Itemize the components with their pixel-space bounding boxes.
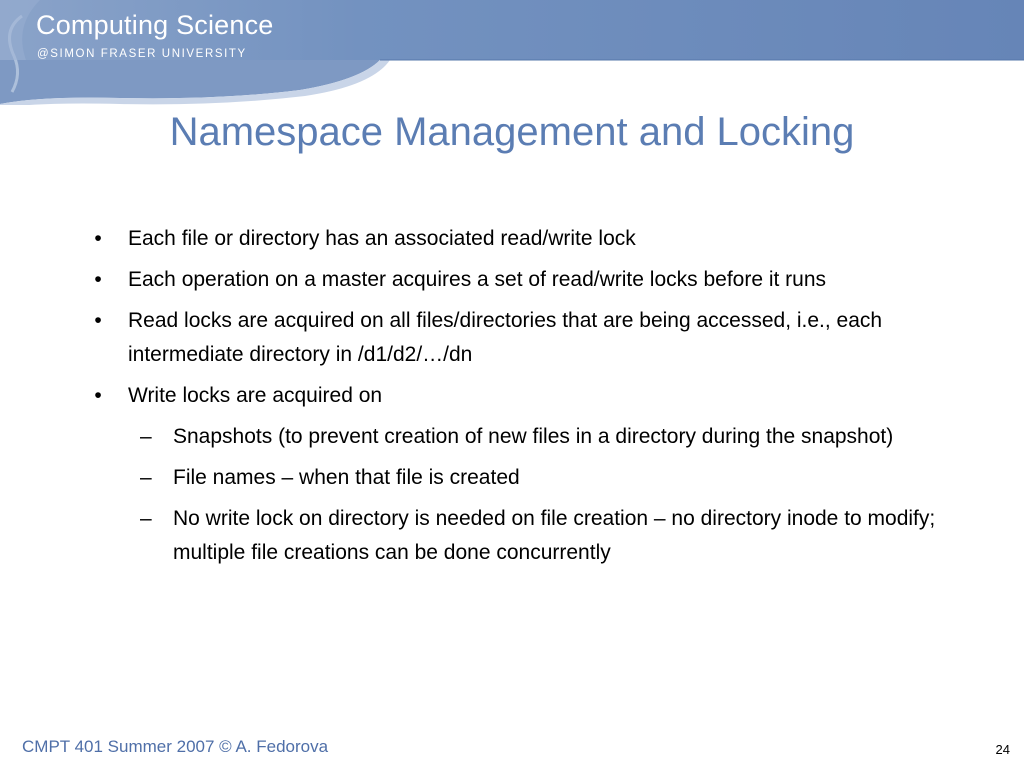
bullet-marker: • (94, 384, 102, 407)
sub-bullet-text: Snapshots (to prevent creation of new files in a directory during the snapshot) (173, 425, 894, 448)
bullet-text: Each operation on a master acquires a set of read/write locks before it runs (128, 268, 827, 291)
bullet-text: Write locks are acquired on (128, 384, 383, 407)
logo-title: Computing Science (36, 10, 274, 40)
bullet-item (88, 379, 938, 413)
sub-bullet-marker: – (140, 507, 152, 530)
bullet-text: Each file or directory has an associated read/write lock (128, 227, 636, 250)
bullet-text: Read locks are acquired on all files/directories that are being accessed, i.e., each intermediate directory in /d1/d2/…/dn (128, 309, 883, 366)
bullet-marker: • (94, 268, 102, 291)
sub-bullet-marker: – (140, 425, 152, 448)
bullet-item (88, 304, 938, 372)
sub-bullet-item (88, 420, 938, 454)
bullet-item (88, 263, 938, 297)
bullet-item (88, 222, 938, 256)
sub-bullet-item (88, 461, 938, 495)
footer-course: CMPT 401 Summer 2007 © A. Fedorova (22, 737, 329, 756)
page-number: 24 (995, 742, 1010, 757)
sub-bullet-text: No write lock on directory is needed on file creation – no directory inode to modify; multiple file creations can be done concurrently (173, 507, 936, 564)
sub-bullet-item (88, 502, 938, 570)
logo-subtitle: @SIMON FRASER UNIVERSITY (37, 48, 247, 60)
bullet-marker: • (94, 309, 102, 332)
bullet-marker: • (94, 227, 102, 250)
sub-bullet-marker: – (140, 466, 152, 489)
sub-bullet-text: File names – when that file is created (173, 466, 520, 489)
slide-title: Namespace Management and Locking (169, 110, 855, 154)
bullet-list (88, 222, 938, 577)
